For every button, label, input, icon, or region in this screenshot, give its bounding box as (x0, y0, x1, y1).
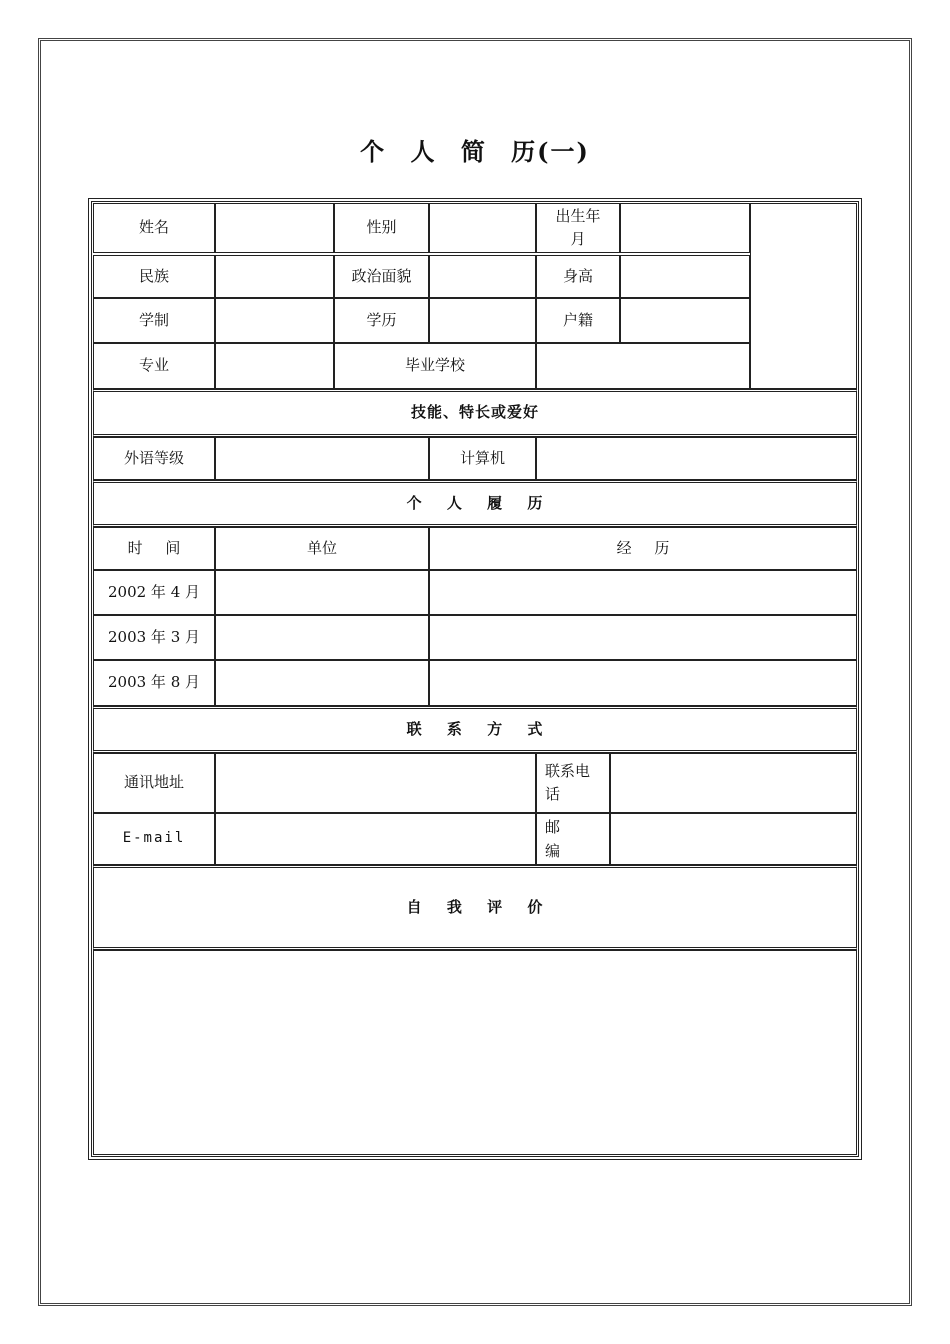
school-field[interactable] (536, 343, 750, 389)
postcode-label: 邮 编 (536, 813, 610, 865)
phone-field[interactable] (610, 753, 857, 813)
computer-label: 计算机 (429, 437, 536, 480)
hukou-field[interactable] (620, 298, 750, 343)
history-col-time: 时 间 (93, 527, 215, 570)
computer-field[interactable] (536, 437, 857, 480)
language-field[interactable] (215, 437, 429, 480)
height-label: 身高 (536, 255, 620, 298)
gender-label: 性别 (334, 203, 429, 253)
contact-header: 联 系 方 式 (93, 706, 857, 753)
schooling-field[interactable] (215, 298, 334, 343)
birth-field[interactable] (620, 203, 750, 253)
history-row-time: 2002 年 4 月 (93, 570, 215, 615)
address-field[interactable] (215, 753, 536, 813)
page-title: 个 人 简 历(一) (360, 137, 590, 166)
hukou-label: 户籍 (536, 298, 620, 343)
skills-header: 技能、特长或爱好 (93, 389, 857, 437)
ethnicity-label: 民族 (93, 255, 215, 298)
school-label: 毕业学校 (334, 343, 536, 389)
education-field[interactable] (429, 298, 536, 343)
history-row-time: 2003 年 8 月 (93, 660, 215, 706)
postcode-field[interactable] (610, 813, 857, 865)
education-label: 学历 (334, 298, 429, 343)
history-header: 个 人 履 历 (93, 480, 857, 527)
photo-area[interactable] (750, 203, 857, 389)
self-eval-header: 自 我 评 价 (93, 865, 857, 950)
height-field[interactable] (620, 255, 750, 298)
name-label: 姓名 (93, 203, 215, 253)
history-row-unit[interactable] (215, 615, 429, 660)
history-row-experience[interactable] (429, 570, 857, 615)
political-field[interactable] (429, 255, 536, 298)
major-label: 专业 (93, 343, 215, 389)
schooling-label: 学制 (93, 298, 215, 343)
history-row-experience[interactable] (429, 660, 857, 706)
email-field[interactable] (215, 813, 536, 865)
history-row-time: 2003 年 3 月 (93, 615, 215, 660)
language-label: 外语等级 (93, 437, 215, 480)
phone-label: 联系电 话 (536, 753, 610, 813)
ethnicity-field[interactable] (215, 255, 334, 298)
birth-label: 出生年 月 (536, 203, 620, 253)
history-col-experience: 经 历 (429, 527, 857, 570)
address-label: 通讯地址 (93, 753, 215, 813)
history-row-experience[interactable] (429, 615, 857, 660)
history-row-unit[interactable] (215, 660, 429, 706)
name-field[interactable] (215, 203, 334, 253)
history-row-unit[interactable] (215, 570, 429, 615)
gender-field[interactable] (429, 203, 536, 253)
history-col-unit: 单位 (215, 527, 429, 570)
email-label: E-mail (93, 813, 215, 865)
major-field[interactable] (215, 343, 334, 389)
political-label: 政治面貌 (334, 255, 429, 298)
self-eval-field[interactable] (93, 950, 857, 1155)
